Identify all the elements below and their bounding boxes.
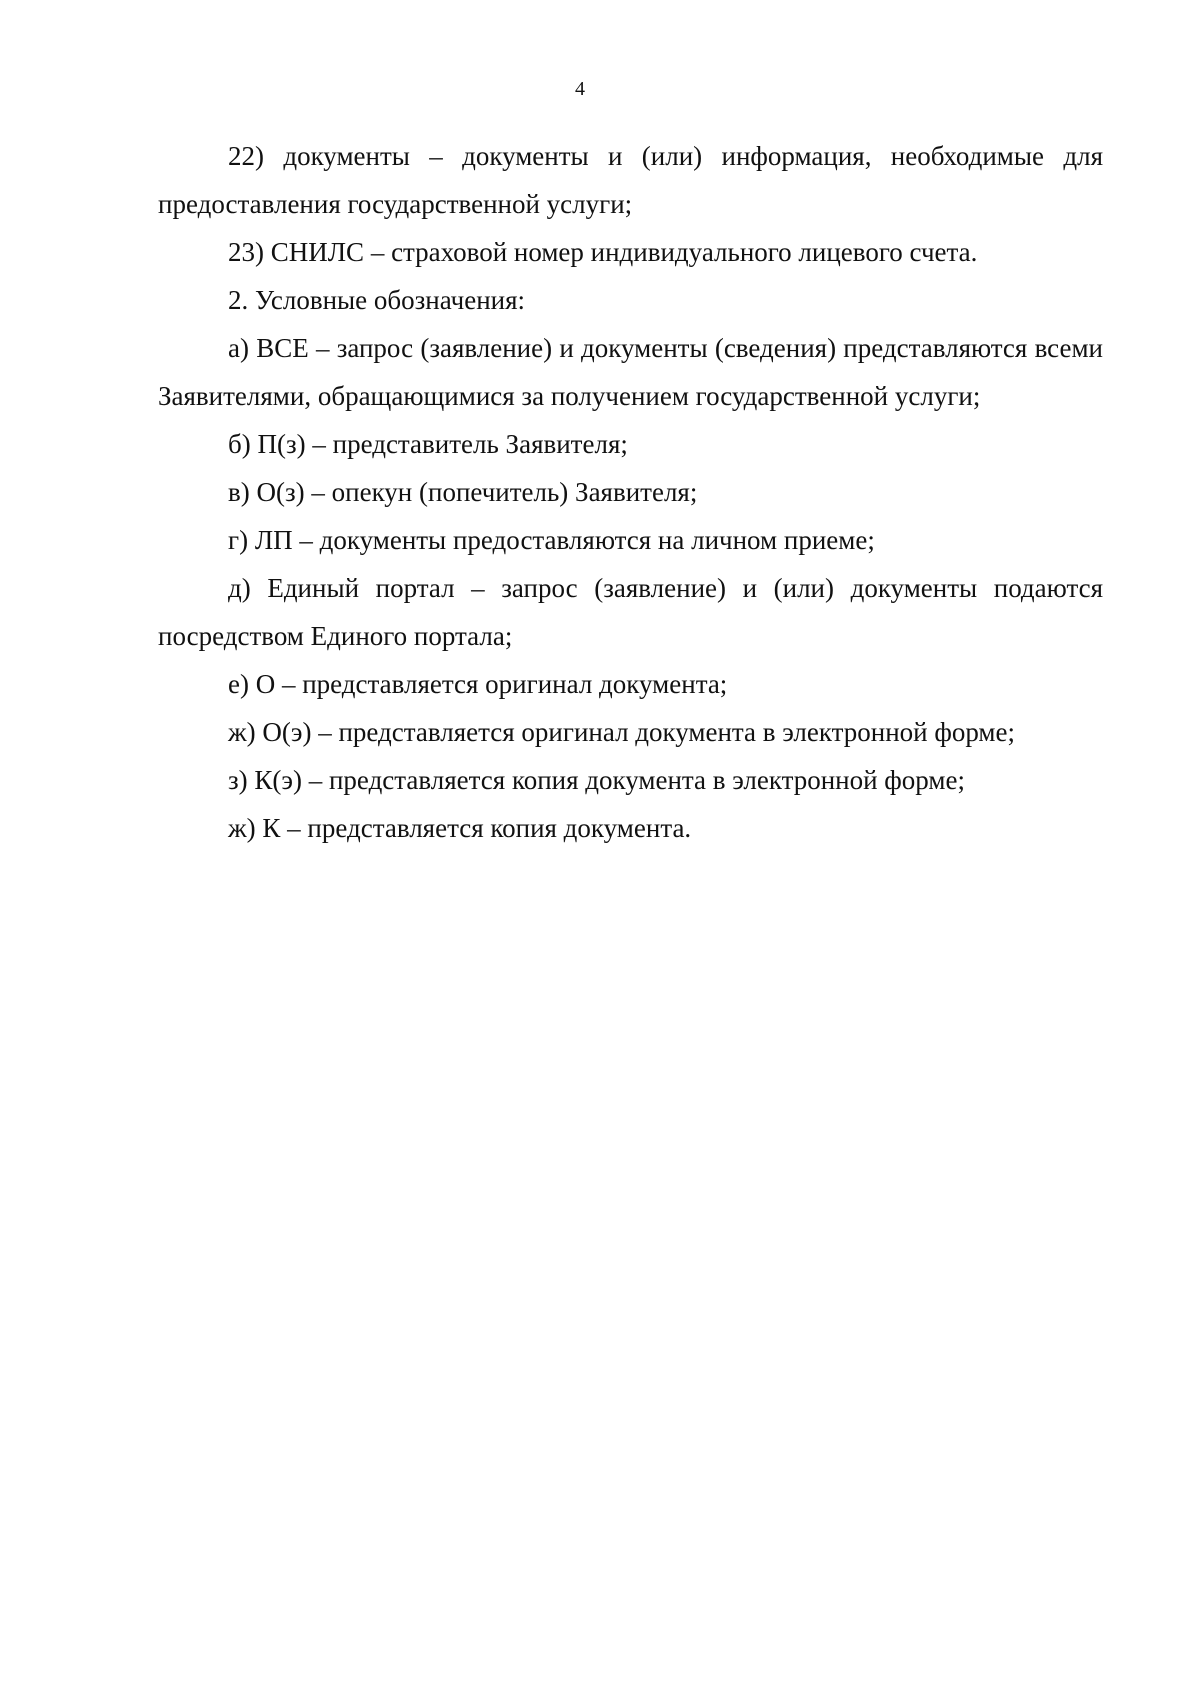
item-d-unified-portal: д) Единый портал – запрос (заявление) и (или) документы подаются посредством Единого портала; <box>158 573 1103 651</box>
item-e-original: е) О – представляется оригинал документа; <box>228 669 728 699</box>
item-zh-copy: ж) К – представляется копия документа. <box>228 813 692 843</box>
item-z-copy-electronic: з) К(э) – представляется копия документа в электронной форме; <box>228 765 965 795</box>
item-v-guardian: в) О(з) – опекун (попечитель) Заявителя; <box>228 477 698 507</box>
paragraph-22-documents: 22) документы – документы и (или) информация, необходимые для предоставления государственной услуги; <box>158 141 1103 219</box>
page-number: 4 <box>575 78 585 100</box>
section-2-heading: 2. Условные обозначения: <box>228 285 526 315</box>
item-b-representative: б) П(з) – представитель Заявителя; <box>228 429 628 459</box>
document-body <box>158 132 1103 852</box>
item-zh-original-electronic: ж) О(э) – представляется оригинал документа в электронной форме; <box>228 717 1015 747</box>
item-a-vse: а) ВСЕ – запрос (заявление) и документы (сведения) представляются всеми Заявителями, обращающимися за получением государственной услуги; <box>158 333 1103 411</box>
item-g-personal-reception: г) ЛП – документы предоставляются на личном приеме; <box>228 525 875 555</box>
paragraph-23-snils: 23) СНИЛС – страховой номер индивидуального лицевого счета. <box>228 237 978 267</box>
